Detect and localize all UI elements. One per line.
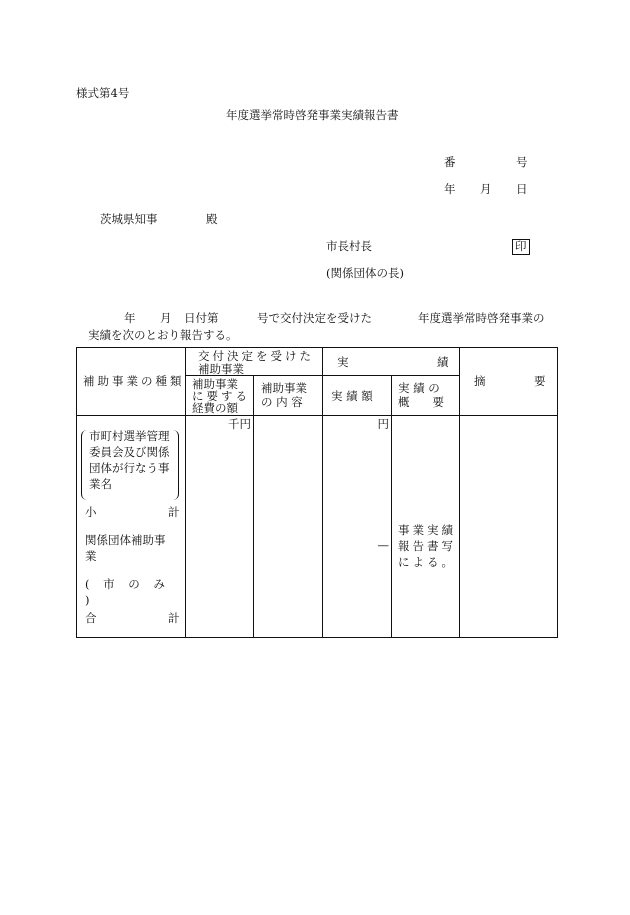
header-results-a: 実 [337, 355, 349, 369]
header-cost-cell [186, 376, 254, 416]
subtotal-b: 計 [168, 505, 180, 519]
note-line2: 報告書写 [398, 539, 456, 553]
body-remarks-cell [460, 416, 558, 638]
total-a: 合 [85, 611, 97, 625]
city-only: ( 市 の み ) [85, 577, 170, 607]
sender-note: (関係団体の長) [326, 266, 404, 280]
header-actual-amount: 実 績 額 [331, 389, 373, 403]
intro-month: 月 [160, 311, 172, 325]
sender-title: 市長村長 [326, 239, 372, 253]
number-ban: 番 [444, 155, 456, 169]
assoc-line1: 関係団体補助事 [85, 533, 166, 547]
subtotal-a: 小 [85, 505, 97, 519]
header-content-line2: の 内 容 [261, 395, 303, 409]
header-cost-line2: に要する [192, 389, 250, 403]
header-grant-group-cell [186, 348, 323, 376]
header-remarks-cell [460, 348, 558, 416]
report-table [76, 347, 558, 638]
date-day: 日 [516, 182, 528, 196]
header-actual-amount-cell [323, 376, 392, 416]
header-results-b: 績 [437, 355, 449, 369]
dash-mark: — [377, 538, 389, 552]
body-type-cell [77, 416, 186, 638]
seal-stamp: 印 [512, 239, 530, 255]
body-actual-cell [323, 416, 392, 638]
note-line3: による。 [398, 555, 456, 569]
note-line1: 事業実績 [398, 523, 456, 537]
body-summary-cell [392, 416, 460, 638]
header-cost-line1: 補助事業 [192, 377, 238, 391]
header-grant-group-line2: 補助事業 [198, 362, 244, 376]
header-remarks-b: 要 [534, 374, 546, 388]
item-line4: 業名 [89, 477, 112, 491]
body-content-cell [254, 416, 323, 638]
header-type-cell [77, 348, 186, 416]
header-remarks-a: 摘 [474, 374, 486, 388]
header-summary-line2: 概 要 [398, 395, 444, 409]
unit-yen: 円 [377, 417, 389, 431]
intro-date-no: 日付第 [184, 311, 219, 325]
header-content-cell [254, 376, 323, 416]
header-summary-line1: 実 績 の [398, 381, 440, 395]
document-title: 年度選挙常時啓発事業実績報告書 [226, 108, 399, 122]
assoc-line2: 業 [85, 549, 97, 563]
header-grant-group-line1: 交付決定を受けた [198, 349, 314, 363]
header-type: 補助事業の種類 [83, 374, 185, 388]
header-content-line1: 補助事業 [261, 381, 307, 395]
total-b: 計 [168, 611, 180, 625]
body-cost-cell [186, 416, 254, 638]
intro-program: 年度選挙常時啓発事業の [418, 311, 545, 325]
unit-thousand-yen: 千円 [228, 417, 251, 431]
header-summary-cell [392, 376, 460, 416]
addressee-honorific: 殿 [206, 212, 218, 226]
addressee-name: 茨城県知事 [100, 212, 158, 226]
header-cost-line3: 経費の額 [192, 401, 238, 415]
header-results-cell [323, 348, 460, 376]
item-line2: 委員会及び関係 [89, 445, 170, 459]
intro-line2: 実績を次のとおり報告する。 [88, 328, 238, 342]
form-number: 様式第4号 [76, 86, 130, 100]
intro-year: 年 [124, 311, 136, 325]
item-line1: 市町村選挙管理 [89, 429, 170, 443]
item-line3: 団体が行なう事 [89, 461, 170, 475]
date-month: 月 [480, 182, 492, 196]
date-year: 年 [444, 182, 456, 196]
intro-go-text: 号で交付決定を受けた [257, 311, 372, 325]
number-go: 号 [516, 155, 528, 169]
